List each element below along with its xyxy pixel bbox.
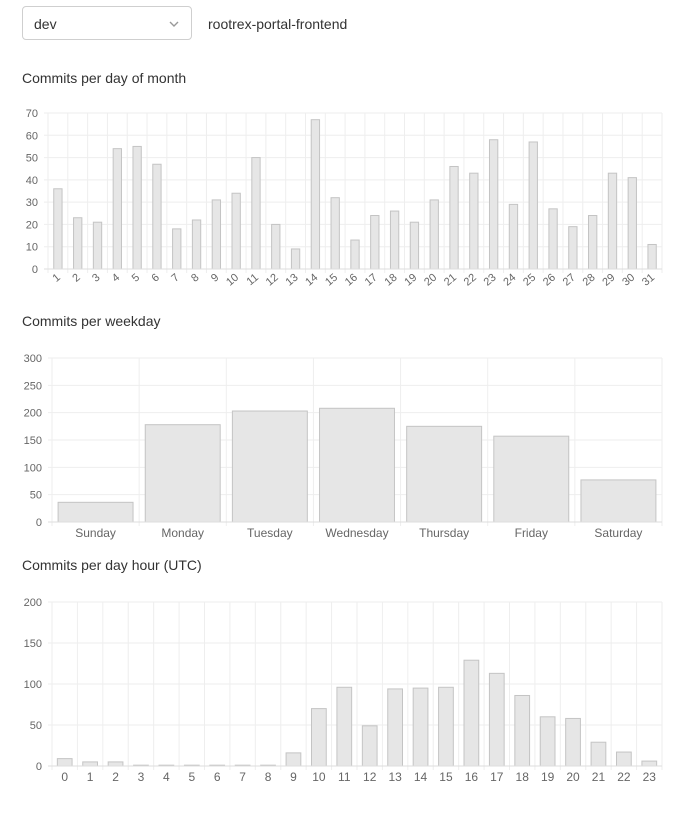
x-tick-label: 13 — [388, 770, 402, 784]
y-tick-label: 20 — [25, 219, 38, 232]
bar — [312, 709, 327, 766]
bar — [569, 227, 577, 269]
bar — [390, 211, 398, 269]
bar — [83, 762, 98, 766]
y-tick-label: 0 — [35, 517, 42, 529]
bar — [470, 173, 478, 269]
x-tick-label: 23 — [481, 271, 499, 289]
bar — [291, 249, 299, 269]
x-tick-label: 23 — [642, 770, 656, 784]
x-tick-label: 2 — [112, 770, 119, 784]
bar — [311, 120, 319, 269]
bar — [549, 209, 557, 269]
bar — [489, 140, 497, 269]
y-tick-label: 50 — [29, 720, 42, 732]
bar — [320, 408, 395, 522]
x-tick-label: 10 — [224, 271, 242, 289]
x-tick-label: 24 — [501, 271, 519, 289]
x-tick-label: 14 — [413, 770, 428, 784]
bar — [371, 216, 379, 269]
x-tick-label: Wednesday — [325, 526, 389, 540]
x-tick-label: 3 — [90, 271, 103, 285]
y-tick-label: 150 — [23, 638, 42, 650]
y-tick-label: 10 — [25, 241, 38, 254]
bar — [439, 687, 454, 766]
bar — [232, 411, 307, 522]
y-tick-label: 200 — [23, 597, 42, 609]
bar — [413, 688, 428, 766]
chart-commits-per-weekday — [0, 350, 692, 550]
x-tick-label: 26 — [540, 271, 559, 289]
x-tick-label: 10 — [312, 770, 326, 784]
bar — [617, 752, 632, 766]
bar — [494, 436, 569, 522]
chart-title-day-of-month: Commits per day of month — [22, 70, 187, 86]
bar — [464, 660, 479, 766]
x-tick-label: 5 — [188, 770, 196, 784]
y-tick-label: 100 — [23, 462, 42, 475]
bar — [407, 426, 482, 522]
chart-title-day-hour: Commits per day hour (UTC) — [22, 557, 202, 573]
x-tick-label: 1 — [86, 770, 94, 784]
bar — [591, 742, 606, 766]
x-tick-label: 21 — [591, 770, 606, 784]
x-tick-label: 20 — [422, 271, 440, 289]
x-tick-label: 6 — [213, 770, 221, 784]
bar — [337, 687, 352, 766]
x-tick-label: Monday — [161, 526, 205, 540]
x-tick-label: 2 — [70, 271, 83, 285]
repository-name: rootrex-portal-frontend — [208, 16, 348, 32]
x-tick-label: 4 — [109, 271, 123, 285]
bar — [74, 218, 82, 269]
bar — [589, 216, 597, 269]
x-tick-label: 11 — [338, 770, 351, 784]
x-tick-label: 19 — [402, 271, 420, 289]
bar — [145, 425, 220, 522]
x-tick-label: 16 — [342, 271, 360, 289]
bar — [113, 149, 121, 269]
bar — [133, 146, 141, 269]
branch-select[interactable] — [22, 6, 192, 40]
y-tick-label: 100 — [23, 679, 42, 691]
bar — [153, 164, 161, 269]
x-tick-label: 14 — [303, 271, 321, 289]
x-tick-label: Saturday — [594, 526, 643, 540]
x-tick-label: 1 — [50, 271, 63, 285]
bar — [566, 718, 581, 766]
bar — [489, 673, 504, 766]
bar — [388, 689, 403, 766]
x-tick-label: Friday — [514, 526, 548, 540]
x-tick-label: 28 — [580, 271, 598, 289]
bar — [642, 761, 657, 766]
y-tick-label: 70 — [25, 108, 38, 120]
chevron-down-icon — [167, 17, 181, 31]
bar — [515, 695, 530, 766]
x-tick-label: 29 — [600, 271, 618, 289]
y-tick-label: 0 — [31, 264, 38, 276]
bar — [232, 193, 240, 269]
bar — [57, 759, 72, 766]
bar — [540, 717, 555, 766]
x-tick-label: 20 — [566, 770, 580, 784]
bar — [628, 178, 636, 269]
bar — [450, 166, 458, 269]
x-tick-label: 7 — [239, 770, 246, 784]
x-tick-label: 21 — [441, 271, 460, 289]
bar — [192, 220, 200, 269]
x-tick-label: 12 — [363, 770, 377, 784]
bar — [58, 502, 133, 522]
y-tick-label: 300 — [23, 353, 42, 365]
x-tick-label: Sunday — [75, 526, 116, 540]
branch-select-value: dev — [34, 16, 57, 32]
y-tick-label: 40 — [25, 174, 38, 187]
y-tick-label: 50 — [29, 489, 42, 502]
bar — [351, 240, 359, 269]
x-tick-label: 18 — [382, 271, 400, 289]
y-tick-label: 250 — [23, 380, 42, 393]
bar — [362, 726, 377, 766]
bar — [272, 224, 280, 269]
y-tick-label: 150 — [23, 435, 42, 447]
bar — [108, 762, 123, 766]
x-tick-label: 5 — [129, 271, 143, 285]
x-tick-label: 25 — [521, 271, 539, 289]
x-tick-label: 31 — [639, 271, 658, 289]
x-tick-label: 11 — [244, 271, 261, 289]
y-tick-label: 50 — [25, 152, 38, 165]
x-tick-label: 15 — [439, 770, 453, 784]
bar — [581, 480, 656, 522]
chart-commits-per-day-of-month — [0, 105, 692, 295]
bar — [410, 222, 418, 269]
bar — [529, 142, 537, 269]
x-tick-label: 6 — [149, 271, 162, 285]
x-tick-label: 8 — [189, 271, 202, 285]
x-tick-label: 12 — [263, 271, 281, 289]
bar — [173, 229, 181, 269]
x-tick-label: 9 — [208, 271, 222, 285]
x-tick-label: 9 — [290, 770, 297, 784]
y-tick-label: 0 — [35, 761, 42, 773]
bar — [430, 200, 438, 269]
y-tick-label: 30 — [25, 197, 38, 210]
chart-commits-per-day-hour — [0, 594, 692, 794]
chart-title-weekday: Commits per weekday — [22, 313, 161, 329]
bar — [252, 158, 260, 269]
x-tick-label: 22 — [617, 770, 631, 784]
x-tick-label: 17 — [490, 770, 504, 784]
x-tick-label: 3 — [137, 770, 145, 784]
x-tick-label: 8 — [264, 770, 272, 784]
x-tick-label: Thursday — [419, 526, 470, 540]
bar — [648, 244, 656, 269]
bar — [509, 204, 517, 269]
x-tick-label: 27 — [560, 271, 578, 289]
bar — [331, 198, 339, 269]
x-tick-label: 22 — [461, 271, 479, 289]
x-tick-label: 16 — [464, 770, 479, 784]
bar — [212, 200, 220, 269]
x-tick-label: 19 — [540, 770, 555, 784]
y-tick-label: 60 — [25, 130, 38, 143]
x-tick-label: 4 — [163, 770, 170, 784]
bar — [608, 173, 616, 269]
y-tick-label: 200 — [23, 407, 42, 420]
bar — [286, 753, 301, 766]
x-tick-label: 7 — [169, 271, 182, 285]
x-tick-label: 18 — [515, 770, 529, 784]
x-tick-label: 15 — [323, 271, 341, 289]
bar — [54, 189, 62, 269]
x-tick-label: 17 — [362, 271, 380, 289]
x-tick-label: 30 — [620, 271, 638, 289]
x-tick-label: 13 — [283, 271, 301, 289]
bar — [93, 222, 101, 269]
x-tick-label: 0 — [61, 770, 69, 784]
x-tick-label: Tuesday — [247, 526, 293, 540]
